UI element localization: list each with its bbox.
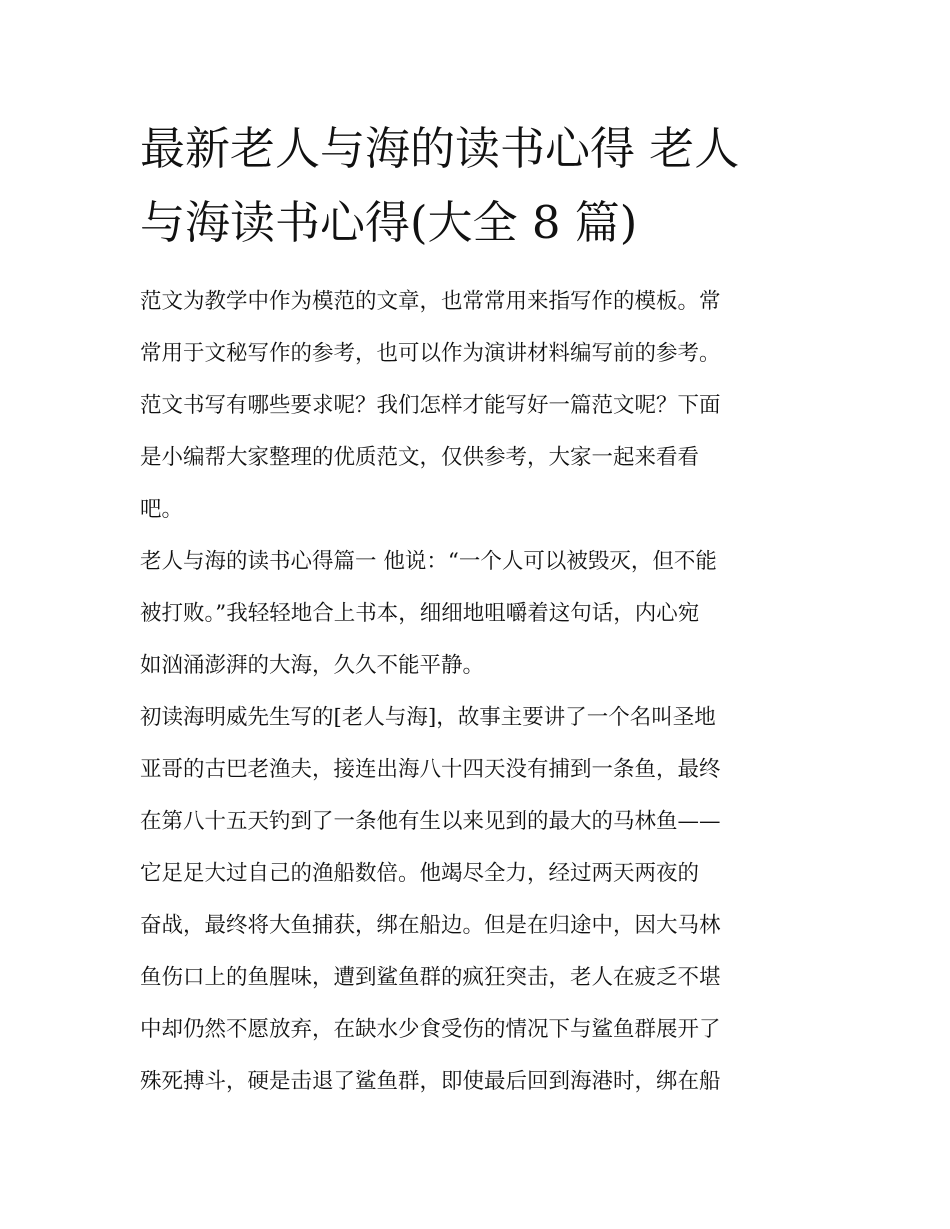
text-line: 它足足大过自己的渔船数倍。他竭尽全力，经过两天两夜的 [140, 861, 700, 886]
text-line: 中却仍然不愿放弃，在缺水少食受伤的情况下与鲨鱼群展开了 [140, 1017, 721, 1042]
text-line: 鱼伤口上的鱼腥味，遭到鲨鱼群的疯狂突击，老人在疲乏不堪 [140, 965, 721, 990]
text-line: 吧。 [140, 497, 184, 522]
page-title [140, 112, 812, 260]
paragraph-essay-one-opening [140, 536, 812, 692]
text-line: 亚哥的古巴老渔夫，接连出海八十四天没有捕到一条鱼，最终 [140, 757, 721, 782]
text-line: 常用于文秘写作的参考，也可以作为演讲材料编写前的参考。 [140, 341, 721, 366]
text-line: 殊死搏斗，硬是击退了鲨鱼群，即使最后回到海港时，绑在船 [140, 1069, 721, 1094]
text-line: 在第八十五天钓到了一条他有生以来见到的最大的马林鱼—— [140, 809, 721, 834]
text-line: 范文为教学中作为模范的文章，也常常用来指写作的模板。常 [140, 289, 721, 314]
text-line: 范文书写有哪些要求呢？我们怎样才能写好一篇范文呢？下面 [140, 393, 721, 418]
text-line: 被打败。”我轻轻地合上书本，细细地咀嚼着这句话，内心宛 [140, 601, 700, 626]
title-line: 最新老人与海的读书心得 老人 [140, 122, 740, 175]
text-line: 是小编帮大家整理的优质范文，仅供参考，大家一起来看看 [140, 445, 700, 470]
text-line: 初读海明威先生写的[老人与海]，故事主要讲了一个名叫圣地 [140, 705, 716, 730]
paragraph-intro [140, 276, 812, 536]
paragraph-story-summary [140, 692, 812, 1108]
text-line: 老人与海的读书心得篇一 他说：“一个人可以被毁灭，但不能 [140, 549, 717, 574]
title-line: 与海读书心得(大全 8 篇) [140, 196, 638, 249]
document-body [140, 276, 812, 1108]
document-page [140, 112, 812, 1108]
text-line: 如汹涌澎湃的大海，久久不能平静。 [140, 653, 485, 678]
text-line: 奋战，最终将大鱼捕获，绑在船边。但是在归途中，因大马林 [140, 913, 721, 938]
